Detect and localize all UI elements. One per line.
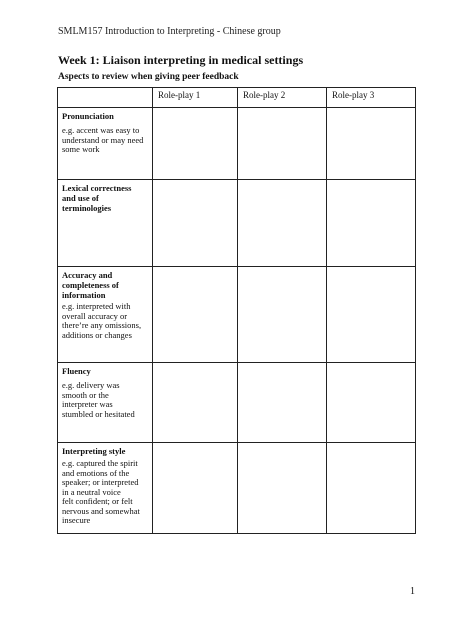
header-cell-aspect <box>58 88 153 108</box>
document-header: SMLM157 Introduction to Interpreting - Chinese group <box>58 26 281 37</box>
feedback-cell-role-play-3[interactable] <box>327 108 416 180</box>
page-number: 1 <box>410 586 415 597</box>
aspect-cell <box>58 267 153 363</box>
aspect-label: Lexical correctness and use of terminologies <box>62 183 132 213</box>
feedback-cell-role-play-1[interactable] <box>153 363 238 443</box>
feedback-cell-role-play-1[interactable] <box>153 180 238 267</box>
header-cell-role-play-2: Role-play 2 <box>238 88 327 108</box>
feedback-cell-role-play-2[interactable] <box>238 180 327 267</box>
feedback-cell-role-play-3[interactable] <box>327 363 416 443</box>
feedback-cell-role-play-2[interactable] <box>238 363 327 443</box>
aspect-example: e.g. interpreted with overall accuracy or there’re any omissions, additions or changes <box>62 301 142 340</box>
header-cell-role-play-3: Role-play 3 <box>327 88 416 108</box>
table-row-lexical-correctness <box>58 180 416 267</box>
page-title: Week 1: Liaison interpreting in medical settings <box>58 53 304 67</box>
feedback-cell-role-play-2[interactable] <box>238 108 327 180</box>
feedback-cell-role-play-3[interactable] <box>327 267 416 363</box>
header-cell-role-play-1: Role-play 1 <box>153 88 238 108</box>
feedback-table <box>57 87 416 534</box>
aspect-cell <box>58 363 153 443</box>
feedback-cell-role-play-2[interactable] <box>238 267 327 363</box>
page-subtitle: Aspects to review when giving peer feedback <box>58 72 239 82</box>
feedback-cell-role-play-3[interactable] <box>327 443 416 534</box>
aspect-label: Pronunciation <box>62 111 114 121</box>
feedback-cell-role-play-1[interactable] <box>153 443 238 534</box>
table-row-accuracy <box>58 267 416 363</box>
aspect-example: e.g. accent was easy to understand or may need some work <box>62 125 144 154</box>
aspect-cell <box>58 108 153 180</box>
feedback-cell-role-play-2[interactable] <box>238 443 327 534</box>
table-row-interpreting-style <box>58 443 416 534</box>
aspect-label: Interpreting style <box>62 446 126 456</box>
feedback-cell-role-play-1[interactable] <box>153 108 238 180</box>
table-row-pronunciation <box>58 108 416 180</box>
aspect-cell <box>58 443 153 534</box>
table-header-row <box>58 88 416 108</box>
feedback-cell-role-play-1[interactable] <box>153 267 238 363</box>
aspect-example: e.g. delivery was smooth or the interpreter was stumbled or hesitated <box>62 380 135 419</box>
feedback-cell-role-play-3[interactable] <box>327 180 416 267</box>
aspect-example: e.g. captured the spirit and emotions of the speaker; or interpreted in a neutral voice felt confident; or felt nervous and somewhat insecure <box>62 458 140 525</box>
aspect-label: Fluency <box>62 366 91 376</box>
aspect-label: Accuracy and completeness of information <box>62 270 119 300</box>
aspect-cell <box>58 180 153 267</box>
table-row-fluency <box>58 363 416 443</box>
